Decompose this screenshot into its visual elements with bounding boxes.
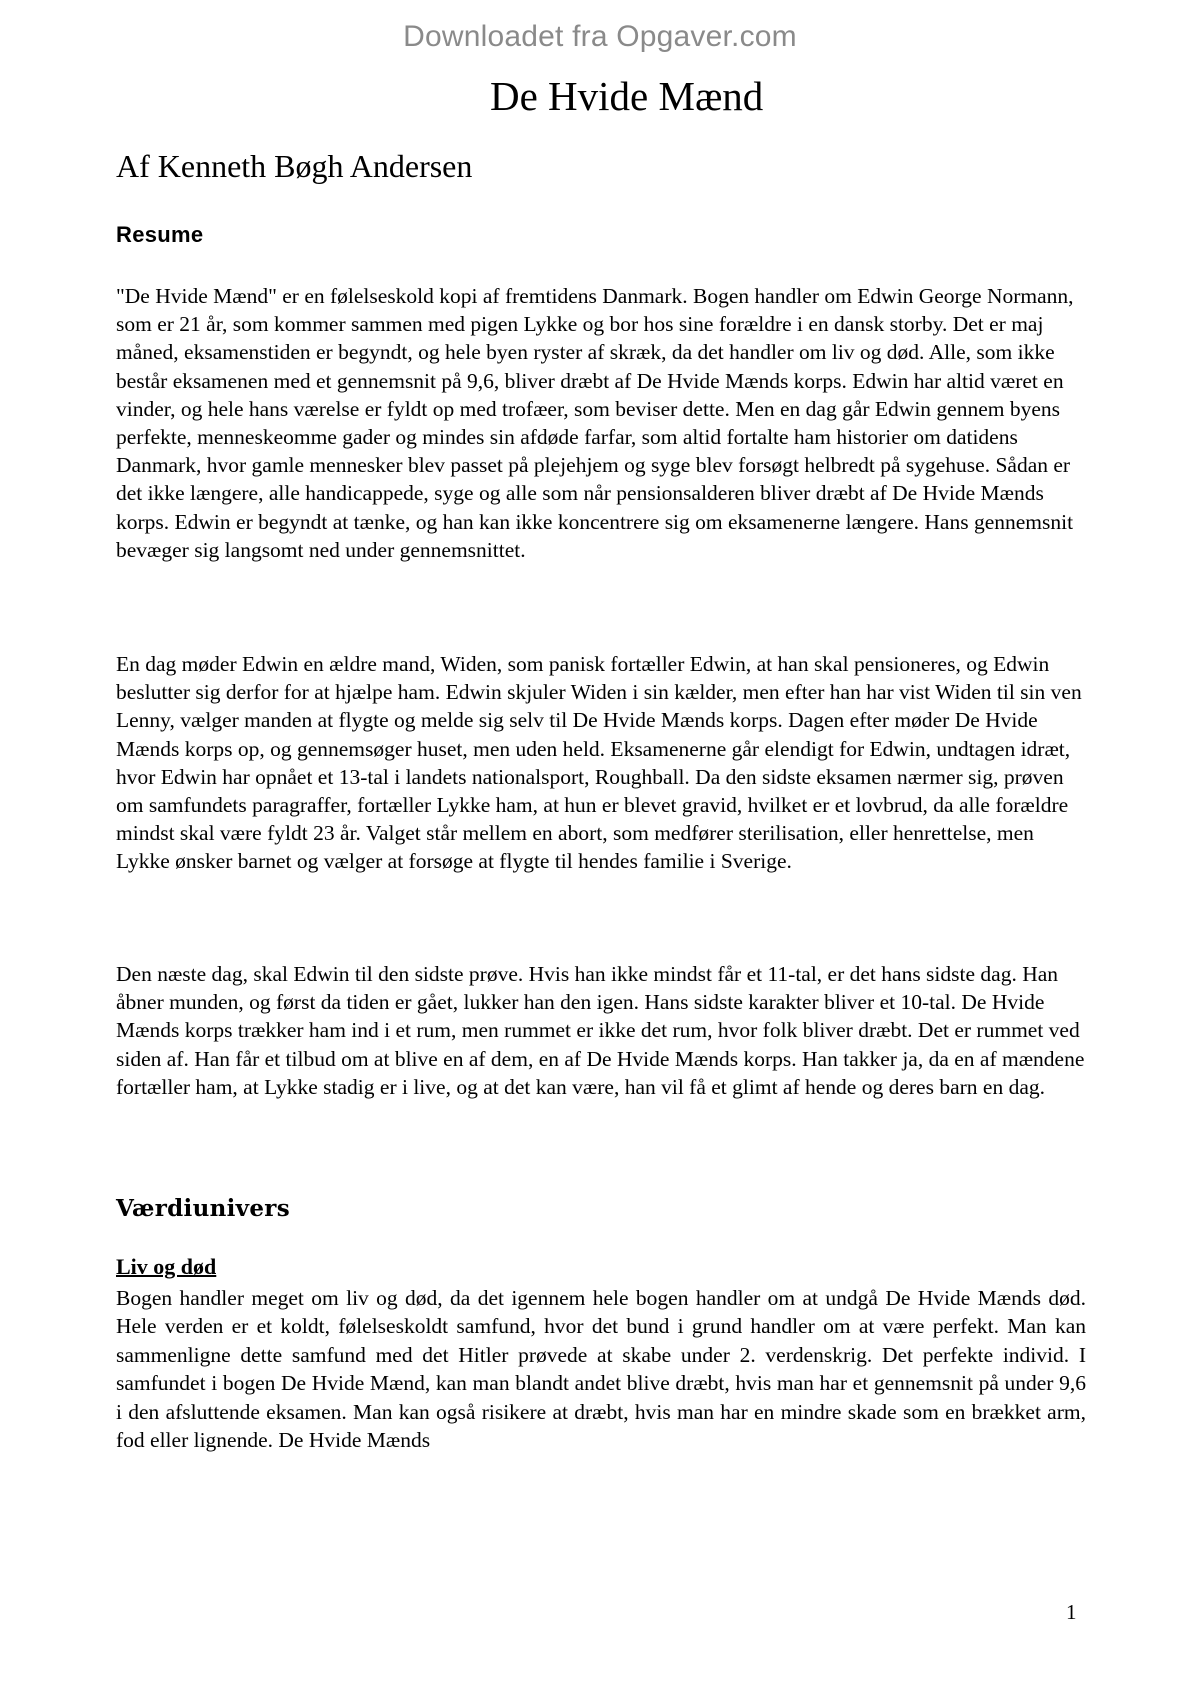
watermark: Downloadet fra Opgaver.com [403, 20, 797, 53]
vaerdiunivers-heading: Værdiunivers [116, 1195, 290, 1222]
liv-og-dod-subheading: Liv og død [116, 1254, 217, 1279]
resume-paragraph-3: Den næste dag, skal Edwin til den sidste prøve. Hvis han ikke mindst får et 11-tal, er det hans sidste dag. Han åbner munden, og først da tiden er gået, lukker han den igen. Hans sidste karakter bliver et 10-tal. De Hvide Mænds korps trækker ham ind i et rum, men rummet er ikke det rum, hvor folk bliver dræbt. Det er rummet ved siden af. Han får et tilbud om at blive en af dem, en af De Hvide Mænds korps. Han takker ja, da en af mændene fortæller ham, at Lykke stadig er i live, og at det kan være, han vil få et glimt af hende og deres barn en dag. [116, 962, 1085, 1099]
liv-og-dod-paragraph: Bogen handler meget om liv og død, da det igennem hele bogen handler om at undgå De Hvide Mænds død. Hele verden er et koldt, følelseskoldt samfund, hvor det bund i grund handler om at være perfekt. Man kan sammenligne dette samfund med det Hitler prøvede at skabe under 2. verdenskrig. Det perfekte individ. I samfundet i bogen De Hvide Mænd, kan man blandt andet blive dræbt, hvis man har et gennemsnit på under 9,6 i den afsluttende eksamen. Man kan også risikere at dræbt, hvis man har en mindre skade som en brækket arm, fod eller lignende. De Hvide Mænds [116, 1286, 1086, 1453]
resume-heading: Resume [116, 222, 204, 247]
document-title: De Hvide Mænd [490, 73, 764, 119]
resume-paragraph-1: "De Hvide Mænd" er en følelseskold kopi af fremtidens Danmark. Bogen handler om Edwin George Normann, som er 21 år, som kommer sammen med pigen Lykke og bor hos sine forældre i en dansk storby. Det er maj måned, eksamenstiden er begyndt, og hele byen ryster af skræk, da det handler om liv og død. Alle, som ikke består eksamenen med et gennemsnit på 9,6, bliver dræbt af De Hvide Mænds korps. Edwin har altid været en vinder, og hele hans værelse er fyldt op med trofæer, som beviser dette. Men en dag går Edwin gennem byens perfekte, menneskeomme gader og mindes sin afdøde farfar, som altid fortalte ham historier om datidens Danmark, hvor gamle mennesker blev passet på plejehjem og syge blev forsøgt helbredt på sygehuse. Sådan er det ikke længere, alle handicappede, syge og alle som når pensionsalderen bliver dræbt af De Hvide Mænds korps. Edwin er begyndt at tænke, og han kan ikke koncentrere sig om eksamenerne længere. Hans gennemsnit bevæger sig langsomt ned under gennemsnittet. [116, 284, 1074, 562]
document-author: Af Kenneth Bøgh Andersen [116, 148, 473, 184]
page-number: 1 [1066, 1600, 1077, 1624]
resume-paragraph-2: En dag møder Edwin en ældre mand, Widen, som panisk fortæller Edwin, at han skal pensioneres, og Edwin beslutter sig derfor for at hjælpe ham. Edwin skjuler Widen i sin kælder, men efter han har vist Widen til sin ven Lenny, vælger manden at flygte og melde sig selv til De Hvide Mænds korps. Dagen efter møder De Hvide Mænds korps op, og gennemsøger huset, men uden held. Eksamenerne går elendigt for Edwin, undtagen idræt, hvor Edwin har opnået et 13-tal i landets nationalsport, Roughball. Da den sidste eksamen nærmer sig, prøven om samfundets paragraffer, fortæller Lykke ham, at hun er blevet gravid, hvilket er et lovbrud, da alle forældre mindst skal være fyldt 23 år. Valget står mellem en abort, som medfører sterilisation, eller henrettelse, men Lykke ønsker barnet og vælger at forsøge at flygte til hendes familie i Sverige. [116, 652, 1082, 874]
